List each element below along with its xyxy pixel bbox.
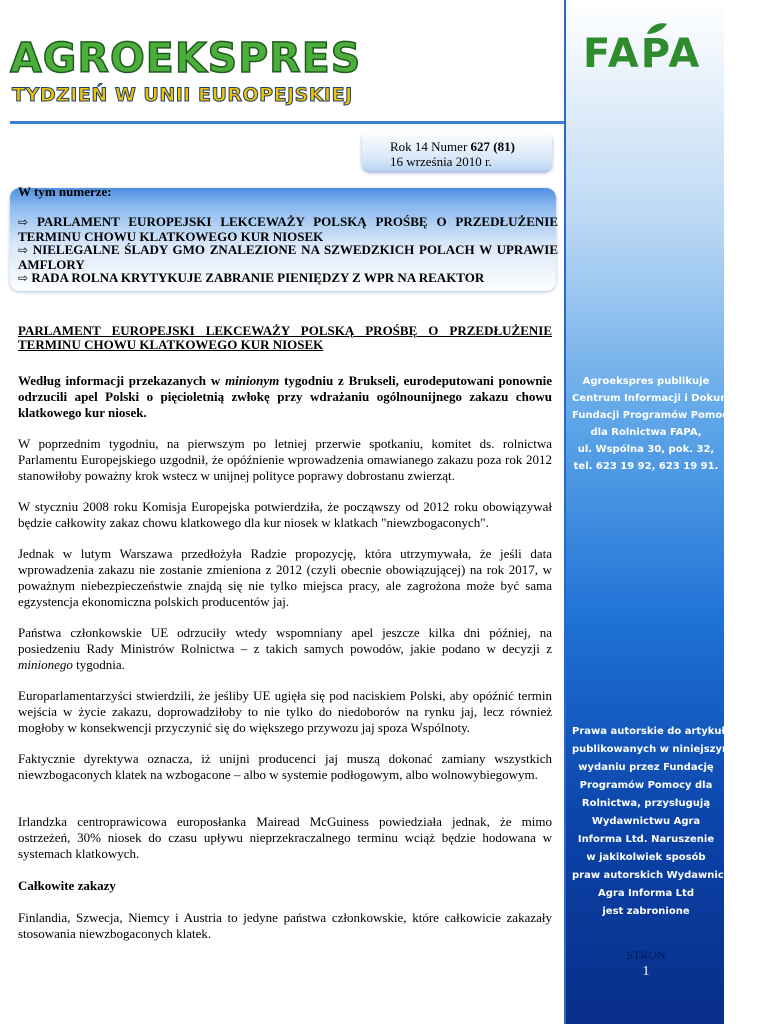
issue-number-line: [390, 139, 515, 154]
paragraph: Europarlamentarzyści stwierdzili, że jeśliby UE ugięła się pod naciskiem Polski, aby opóźnić termin wejścia w życie zakazu, doprowadziłoby to nie tylko do niedoborów na rynku jaj, lecz również mogłoby w konsekwencji przyczynić się do większego przywozu jaj spoza Wspólnoty.: [18, 688, 552, 735]
copyright-line: Wydawnictwu Agra: [591, 816, 701, 827]
paragraph-text: tygodnia.: [72, 657, 125, 672]
copyright-line: Agra Informa Ltd: [597, 888, 694, 899]
issue-number-prefix: Rok 14 Numer: [390, 139, 471, 154]
toc-item-label: PARLAMENT EUROPEJSKI LEKCEWAŻY POLSKĄ PROŚBĘ O PRZEDŁUŻENIE TERMINU CHOWU KLATKOWEGO KUR NIOSEK: [18, 214, 559, 244]
arrow-right-icon: ⇨: [18, 243, 29, 257]
toc-item[interactable]: [18, 243, 558, 271]
masthead-title: AGROEKSPRES: [10, 34, 362, 82]
copyright-notice: [572, 723, 745, 921]
copyright-line: w jakikolwiek sposób: [586, 852, 706, 863]
publisher-info-line: ul. Wspólna 30, pok. 32,: [577, 444, 715, 455]
paragraph: Jednak w lutym Warszawa przedłożyła Radzie propozycję, która utrzymywała, że jeśli data wprowadzenia zakazu nie zostanie zmieniona z 2012 (czyli obecnie obowiązującej) na rok 2017, w poważnym niebezpieczeństwie znajdą się nie tylko miejsca pracy, ale zagrożona może być sama egzystencja ekonomiczna polskich producentów jaj.: [18, 546, 552, 609]
paragraph: [18, 625, 552, 673]
copyright-line: Programów Pomocy dla: [579, 780, 713, 791]
copyright-line: jest zabronione: [602, 906, 690, 917]
toc-heading: W tym numerze:: [18, 184, 112, 199]
paragraph: Irlandzka centroprawicowa europosłanka Mairead McGuiness powiedziała jednak, że mimo ostrzeżeń, 30% niosek do czasu upływu nieprzekraczalnego terminu wciąż będzie hodowana w systemach klatkowych.: [18, 814, 552, 861]
paragraph: W poprzednim tygodniu, na pierwszym po letniej przerwie spotkaniu, komitet ds. rolnictwa Parlamentu Europejskiego uzgodnił, że opóźnienie wprowadzenia omawianego zakazu poza rok 2012 stanowiłoby poważny krok wstecz w unijnej polityce poprawy dobrostanu zwierząt.: [18, 436, 552, 483]
paragraph: Finlandia, Szwecja, Niemcy i Austria to jedyne państwa członkowskie, które całkowicie zakazały stosowania niewzbogaconych klatek.: [18, 910, 552, 941]
paragraph: Faktycznie dyrektywa oznacza, iż unijni producenci jaj muszą dokonać zamiany wszystkich niewzbogaconych klatek na wzbogacone – albo w systemie podłogowym, albo wolnowybiegowym.: [18, 751, 552, 782]
publisher-info-line: Centrum Informacji i Dokumentacji: [572, 393, 769, 404]
copyright-line: Prawa autorskie do artykułów,: [572, 726, 745, 737]
lead-text: tygodniu z Brukseli, eurodeputowani ponownie odrzucili apel Polski o pięcioletnią zwłokę przy wdrażaniu ogólnounijnego zakazu chowu klatkowego kur niosek.: [18, 373, 552, 420]
publisher-info-line: tel. 623 19 92, 623 19 91.: [573, 461, 719, 472]
copyright-line: Informa Ltd. Naruszenie: [577, 834, 715, 845]
toc-list: [18, 215, 558, 286]
issue-number: 627 (81): [470, 139, 515, 154]
copyright-line: Rolnictwa, przysługują: [581, 798, 711, 809]
masthead-subtitle: TYDZIEŃ W UNII EUROPEJSKIEJ: [12, 84, 353, 106]
paragraph-emphasis: minionego: [18, 657, 73, 672]
toc-item[interactable]: [18, 215, 558, 243]
arrow-right-icon: ⇨: [18, 215, 29, 229]
header-divider: [10, 121, 566, 124]
leaf-icon: [645, 22, 669, 36]
lead-text: Według informacji przekazanych w: [18, 373, 226, 388]
fapa-logo: [583, 22, 711, 86]
masthead: [10, 36, 400, 116]
publisher-info: [572, 373, 769, 475]
publisher-info-line: Fundacji Programów Pomocy: [572, 410, 735, 421]
copyright-line: wydaniu przez Fundację: [578, 762, 714, 773]
copyright-line: praw autorskich Wydawnictwa: [572, 870, 745, 881]
lead-emphasis: minionym: [225, 373, 280, 388]
publisher-info-line: dla Rolnictwa FAPA,: [590, 427, 702, 438]
toc-item-label: RADA ROLNA KRYTYKUJE ZABRANIE PIENIĘDZY Z WPR NA REAKTOR: [31, 270, 485, 285]
article-lead: [18, 373, 552, 421]
article-title: PARLAMENT EUROPEJSKI LEKCEWAŻY POLSKĄ PROŚBĘ O PRZEDŁUŻENIE TERMINU CHOWU KLATKOWEGO KUR NIOSEK: [18, 323, 552, 352]
arrow-right-icon: ⇨: [18, 271, 29, 285]
fapa-logo-text: FAPA: [583, 31, 702, 77]
paragraph: W styczniu 2008 roku Komisja Europejska potwierdziła, że począwszy od 2012 roku obowiązywał będzie całkowity zakaz chowu klatkowego dla kur niosek w klatkach "niewzbogaconych".: [18, 499, 552, 530]
section-subheading: Całkowite zakazy: [18, 878, 116, 893]
publisher-info-line: Agroekspres publikuje: [582, 376, 710, 387]
toc-item[interactable]: [18, 271, 558, 286]
toc-item-label: NIELEGALNE ŚLADY GMO ZNALEZIONE NA SZWEDZKICH POLACH W UPRAWIE AMFLORY: [18, 242, 558, 272]
issue-date: 16 września 2010 r.: [390, 154, 492, 169]
page-label: STRON: [626, 948, 666, 962]
paragraph-text: Państwa członkowskie UE odrzuciły wtedy wspomniany apel jeszcze kilka dni później, na posiedzeniu Rady Ministrów Rolnictwa – z takich samych powodów, jakie podano w decyzji z: [18, 625, 552, 656]
page-number: 1: [642, 964, 650, 979]
copyright-line: publikowanych w niniejszym: [572, 744, 733, 755]
